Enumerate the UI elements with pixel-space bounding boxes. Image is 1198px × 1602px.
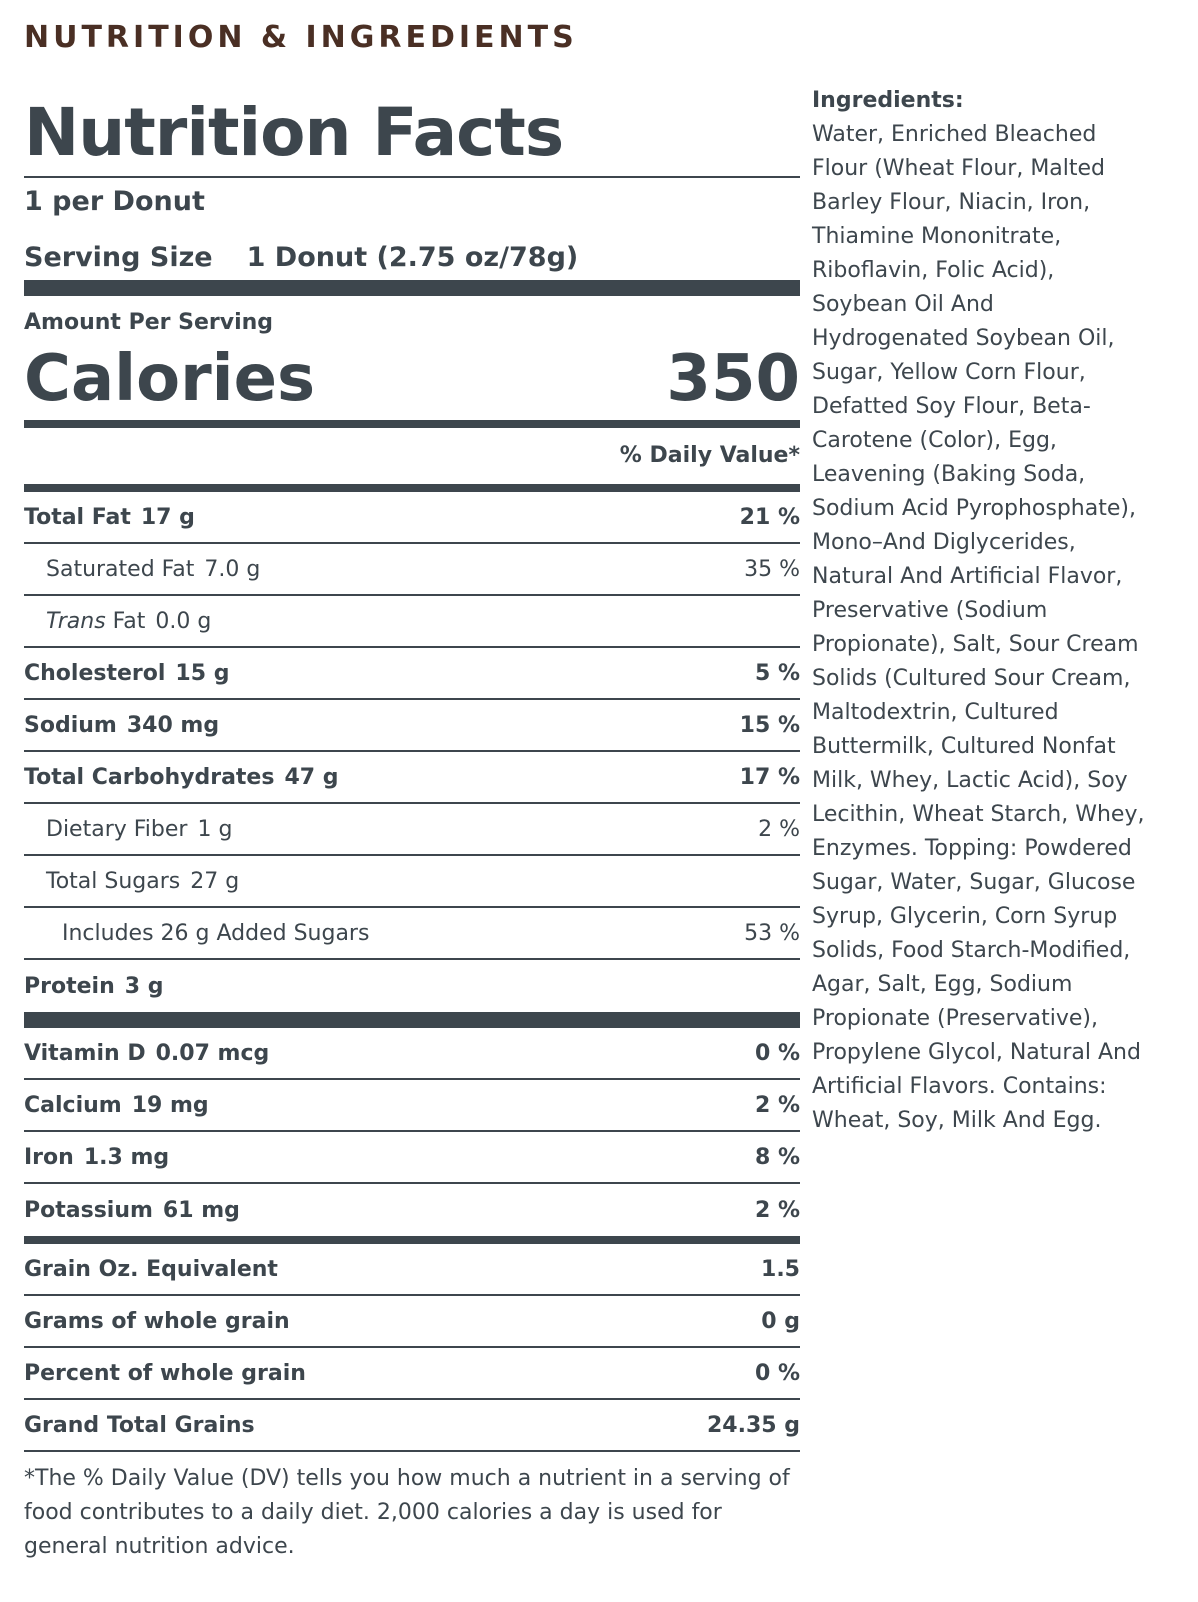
nutrient-amount: 1 g	[197, 816, 233, 842]
nutrient-dv: 53 %	[744, 920, 800, 946]
nutrient-row-dietary-fiber	[24, 804, 800, 856]
divider-medium	[24, 1236, 800, 1244]
nutrient-name: Saturated Fat	[46, 556, 195, 582]
grain-value: 0 %	[754, 1360, 800, 1386]
nutrient-name: Sodium	[24, 712, 117, 738]
amount-per-serving: Amount Per Serving	[24, 310, 274, 335]
vitamin-row-iron	[24, 1132, 800, 1184]
nutrient-amount: 15 g	[175, 660, 230, 686]
nutrient-amount: 340 mg	[126, 712, 220, 738]
grain-row-oz-equivalent	[24, 1244, 800, 1296]
nutrient-amount: 3 g	[124, 973, 164, 999]
vitamin-dv: 0 %	[754, 1040, 800, 1066]
nutrient-dv: 17 %	[739, 764, 800, 790]
grain-value: 1.5	[761, 1256, 800, 1282]
grain-name: Grams of whole grain	[24, 1308, 290, 1334]
nutrient-dv: 35 %	[744, 556, 800, 582]
nutrient-row-trans-fat	[24, 596, 800, 648]
nutrient-amount: 27 g	[190, 868, 240, 894]
divider-thick	[24, 280, 800, 296]
vitamin-amount: 0.07 mcg	[155, 1040, 270, 1066]
nutrition-facts-panel	[24, 90, 800, 1564]
grain-row-grams-whole-grain	[24, 1296, 800, 1348]
nutrient-name: Trans	[46, 608, 106, 634]
nutrient-dv: 5 %	[754, 660, 800, 686]
daily-value-header: % Daily Value*	[619, 443, 800, 468]
nutrient-amount: 0.0 g	[155, 608, 212, 634]
nutrient-amount: 47 g	[284, 764, 339, 790]
nutrient-row-protein	[24, 960, 800, 1012]
vitamin-name: Iron	[24, 1144, 74, 1170]
nutrient-name: Dietary Fiber	[46, 816, 188, 842]
nutrient-name: Protein	[24, 973, 115, 999]
vitamin-name: Vitamin D	[24, 1040, 146, 1066]
nutrient-row-cholesterol	[24, 648, 800, 700]
nutrient-name: Includes 26 g Added Sugars	[62, 920, 370, 946]
vitamin-name: Potassium	[24, 1197, 153, 1223]
vitamin-dv: 2 %	[754, 1197, 800, 1223]
nutrient-row-total-sugars	[24, 856, 800, 908]
nutrient-name: Total Sugars	[46, 868, 181, 894]
divider-medium	[24, 420, 800, 428]
nutrient-name: Cholesterol	[24, 660, 166, 686]
calories-value: 350	[666, 342, 800, 416]
vitamin-amount: 61 mg	[162, 1197, 240, 1223]
divider-thick	[24, 1012, 800, 1028]
calories-row	[24, 338, 800, 420]
serving-size	[24, 220, 800, 276]
nutrient-amount: 17 g	[140, 504, 195, 530]
section-title: NUTRITION & INGREDIENTS	[24, 20, 578, 55]
nutrient-row-total-fat	[24, 492, 800, 544]
nutrient-row-added-sugars	[24, 908, 800, 960]
nutrition-facts-title: Nutrition Facts	[24, 90, 800, 178]
grain-name: Percent of whole grain	[24, 1360, 306, 1386]
servings-per-container: 1 per Donut	[24, 186, 205, 217]
nutrient-amount: 7.0 g	[204, 556, 261, 582]
grain-value: 0 g	[761, 1308, 800, 1334]
ingredients-panel	[812, 84, 1152, 1138]
nutrient-row-sodium	[24, 700, 800, 752]
grain-value: 24.35 g	[707, 1412, 800, 1438]
vitamin-row-potassium	[24, 1184, 800, 1236]
nutrient-name-suffix: Fat	[112, 608, 146, 634]
nutrient-row-saturated-fat	[24, 544, 800, 596]
serving-size-label: Serving Size	[24, 242, 213, 273]
calories-label: Calories	[24, 342, 316, 416]
vitamin-row-calcium	[24, 1080, 800, 1132]
divider-medium	[24, 484, 800, 492]
nutrient-dv: 21 %	[739, 504, 800, 530]
grain-name: Grand Total Grains	[24, 1412, 255, 1438]
nutrient-dv: 15 %	[739, 712, 800, 738]
vitamin-row-vitamin-d	[24, 1028, 800, 1080]
nutrient-name: Total Fat	[24, 504, 131, 530]
ingredients-label: Ingredients:	[812, 88, 964, 113]
ingredients-text: Water, Enriched Bleached Flour (Wheat Flour, Malted Barley Flour, Niacin, Iron, Thiamine Mononitrate, Riboflavin, Folic Acid), Soybean Oil And Hydrogenated Soybean Oil, Sugar, Yellow Corn Flour, Defatted Soy Flour, Beta-Carotene (Color), Egg, Leavening (Baking Soda, Sodium Acid Pyrophosphate), Mono–And Diglycerides, Natural And Artificial Flavor, Preservative (Sodium Propionate), Salt, Sour Cream Solids (Cultured Sour Cream, Maltodextrin, Cultured Buttermilk, Cultured Nonfat Milk, Whey, Lactic Acid), Soy Lecithin, Wheat Starch, Whey, Enzymes. Topping: Powdered Sugar, Water, Sugar, Glucose Syrup, Glycerin, Corn Syrup Solids, Food Starch-Modified, Agar, Salt, Egg, Sodium Propionate (Preservative), Propylene Glycol, Natural And Artificial Flavors. Contains: Wheat, Soy, Milk And Egg.	[812, 122, 1145, 1133]
vitamin-amount: 1.3 mg	[83, 1144, 170, 1170]
serving-size-value: 1 Donut (2.75 oz/78g)	[246, 242, 579, 273]
nutrient-name: Total Carbohydrates	[24, 764, 275, 790]
grain-row-percent-whole-grain	[24, 1348, 800, 1400]
grain-name: Grain Oz. Equivalent	[24, 1256, 278, 1282]
grain-row-grand-total	[24, 1400, 800, 1452]
vitamin-amount: 19 mg	[131, 1092, 209, 1118]
vitamin-name: Calcium	[24, 1092, 122, 1118]
nutrient-row-total-carbohydrates	[24, 752, 800, 804]
vitamin-dv: 8 %	[754, 1144, 800, 1170]
nutrient-dv: 2 %	[758, 816, 800, 842]
vitamin-dv: 2 %	[754, 1092, 800, 1118]
daily-value-footnote: *The % Daily Value (DV) tells you how much a nutrient in a serving of food contributes to a daily diet. 2,000 calories a day is used for general nutrition advice.	[24, 1466, 790, 1559]
